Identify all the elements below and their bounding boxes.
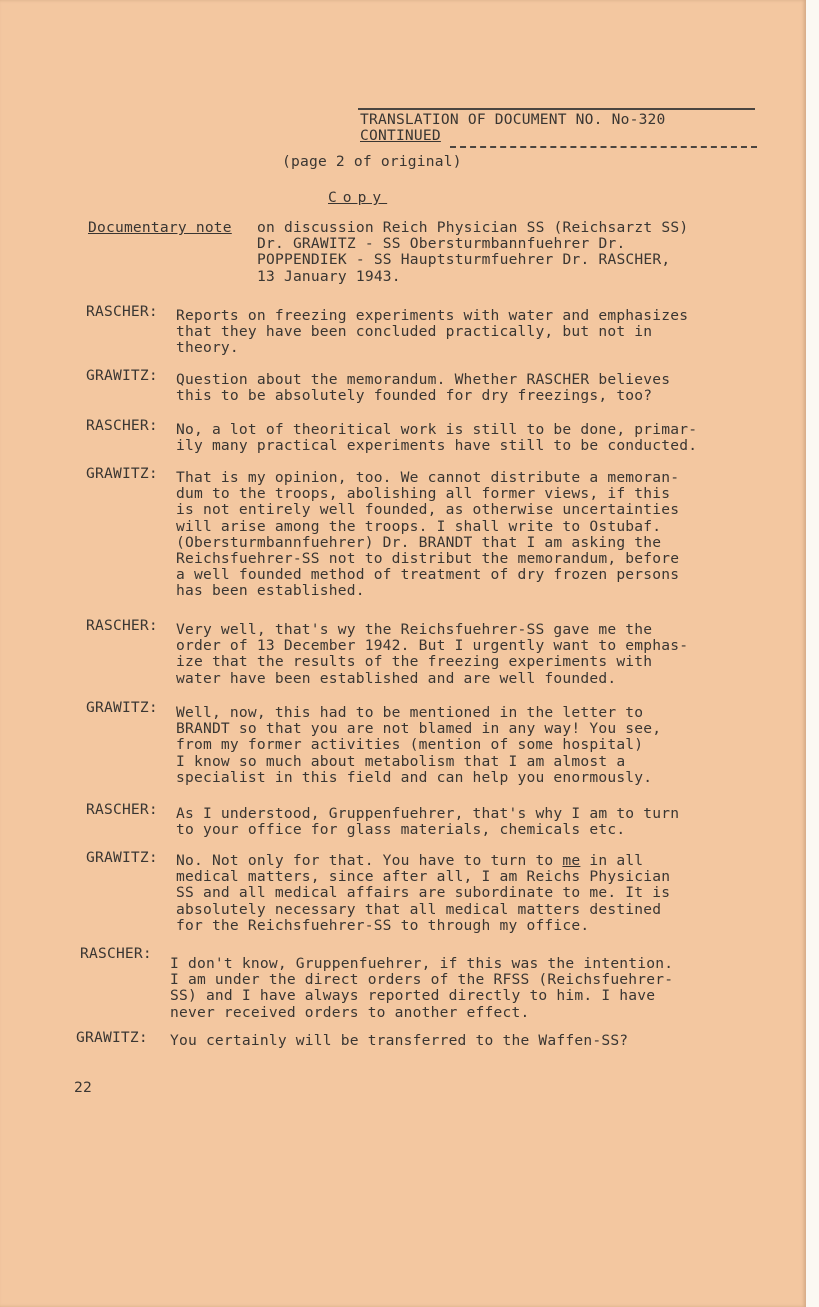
speech-line: this to be absolutely founded for dry freezings, too? [176, 387, 653, 405]
speech-line: ily many practical experiments have still to be conducted. [176, 437, 698, 455]
speech-line: water have been established and are well founded. [176, 669, 617, 687]
speech-line: absolutely necessary that all medical matters destined [176, 900, 662, 918]
speech-block [176, 705, 761, 786]
copy-title: Copy [328, 189, 388, 206]
speech-line: specialist in this field and can help you enormously. [176, 768, 653, 786]
speech-line: to your office for glass materials, chemicals etc. [176, 821, 626, 839]
documentary-note-text [257, 219, 757, 285]
speech-line: from my former activities (mention of some hospital) [176, 736, 644, 754]
documentary-note-line: POPPENDIEK - SS Hauptsturmfuehrer Dr. RASCHER, [257, 251, 671, 269]
scan-margin [806, 0, 819, 1307]
speech-block [176, 853, 761, 934]
speaker-label: GRAWITZ: [86, 367, 158, 384]
speech-block [170, 1033, 755, 1049]
speech-line: Very well, that's wy the Reichsfuehrer-SS gave me the [176, 621, 653, 638]
speech-line: As I understood, Gruppenfuehrer, that's why I am to turn [176, 805, 680, 822]
speaker-label: GRAWITZ: [86, 699, 158, 716]
speech-fragment: in all [580, 852, 644, 869]
speech-block [176, 308, 761, 357]
speech-line: You certainly will be transferred to the Waffen-SS? [170, 1032, 629, 1049]
speech-line: Well, now, this had to be mentioned in the letter to [176, 704, 644, 721]
speech-line: SS) and I have always reported directly to him. I have [170, 987, 656, 1005]
speaker-label: GRAWITZ: [86, 849, 158, 866]
speaker-label: GRAWITZ: [86, 465, 158, 482]
speech-line: order of 13 December 1942. But I urgently want to emphas- [176, 637, 689, 655]
speech-line: a well founded method of treatment of dry frozen persons [176, 566, 680, 584]
speech-line: SS and all medical affairs are subordinate to me. It is [176, 884, 671, 902]
speech-line: theory. [176, 339, 239, 357]
header-title: TRANSLATION OF DOCUMENT NO. No-320 [360, 111, 666, 128]
speaker-label: GRAWITZ: [76, 1029, 148, 1046]
speech-line: for the Reichsfuehrer-SS to through my office. [176, 916, 590, 934]
speech-line: Reichsfuehrer-SS not to distribut the memorandum, before [176, 550, 680, 568]
speech-fragment: No. Not only for that. You have to turn to [176, 852, 563, 869]
speech-line: No, a lot of theoritical work is still to be done, primar- [176, 421, 698, 438]
speaker-label: RASCHER: [86, 801, 158, 818]
speaker-label: RASCHER: [86, 617, 158, 634]
speech-block [176, 470, 761, 600]
speech-block [176, 806, 761, 838]
speaker-label: RASCHER: [86, 417, 158, 434]
speech-line: never received orders to another effect. [170, 1003, 530, 1021]
speech-line: BRANDT so that you are not blamed in any way! You see, [176, 720, 662, 738]
speaker-label: RASCHER: [80, 945, 152, 962]
speech-block [176, 622, 761, 687]
speech-line: dum to the troops, abolishing all former views, if this [176, 485, 671, 503]
speech-line: (Obersturmbannfuehrer) Dr. BRANDT that I am asking the [176, 533, 662, 551]
speech-block [170, 956, 755, 1021]
speech-line: that they have been concluded practically, but not in [176, 323, 653, 341]
speech-line: Reports on freezing experiments with water and emphasizes [176, 307, 689, 324]
page-note: (page 2 of original) [282, 153, 462, 170]
speech-line: will arise among the troops. I shall write to Ostubaf. [176, 517, 662, 535]
header-dashed-rule [450, 146, 757, 148]
speech-line: I am under the direct orders of the RFSS (Reichsfuehrer- [170, 971, 674, 989]
speech-line: That is my opinion, too. We cannot distribute a memoran- [176, 469, 680, 486]
speech-line: ize that the results of the freezing experiments with [176, 653, 653, 671]
speech-line [176, 853, 761, 869]
speech-line: is not entirely well founded, as otherwise uncertainties [176, 501, 680, 519]
documentary-note-label: Documentary note [88, 219, 232, 236]
documentary-note-line: 13 January 1943. [257, 267, 401, 285]
speech-line: I know so much about metabolism that I am almost a [176, 752, 626, 770]
header-continued: CONTINUED [360, 127, 441, 144]
documentary-note-line: on discussion Reich Physician SS (Reichsarzt SS) [257, 219, 689, 236]
page-number: 22 [74, 1079, 92, 1096]
speech-line: I don't know, Gruppenfuehrer, if this was the intention. [170, 955, 674, 972]
document-header [358, 108, 755, 144]
speech-line: medical matters, since after all, I am Reichs Physician [176, 868, 671, 886]
speech-line: has been established. [176, 582, 365, 600]
speech-block [176, 372, 761, 404]
speech-line: Question about the memorandum. Whether RASCHER believes [176, 371, 671, 388]
speech-block [176, 422, 761, 454]
emphasis-me: me [562, 852, 581, 869]
speaker-label: RASCHER: [86, 303, 158, 320]
documentary-note-line: Dr. GRAWITZ - SS Obersturmbannfuehrer Dr. [257, 235, 626, 253]
